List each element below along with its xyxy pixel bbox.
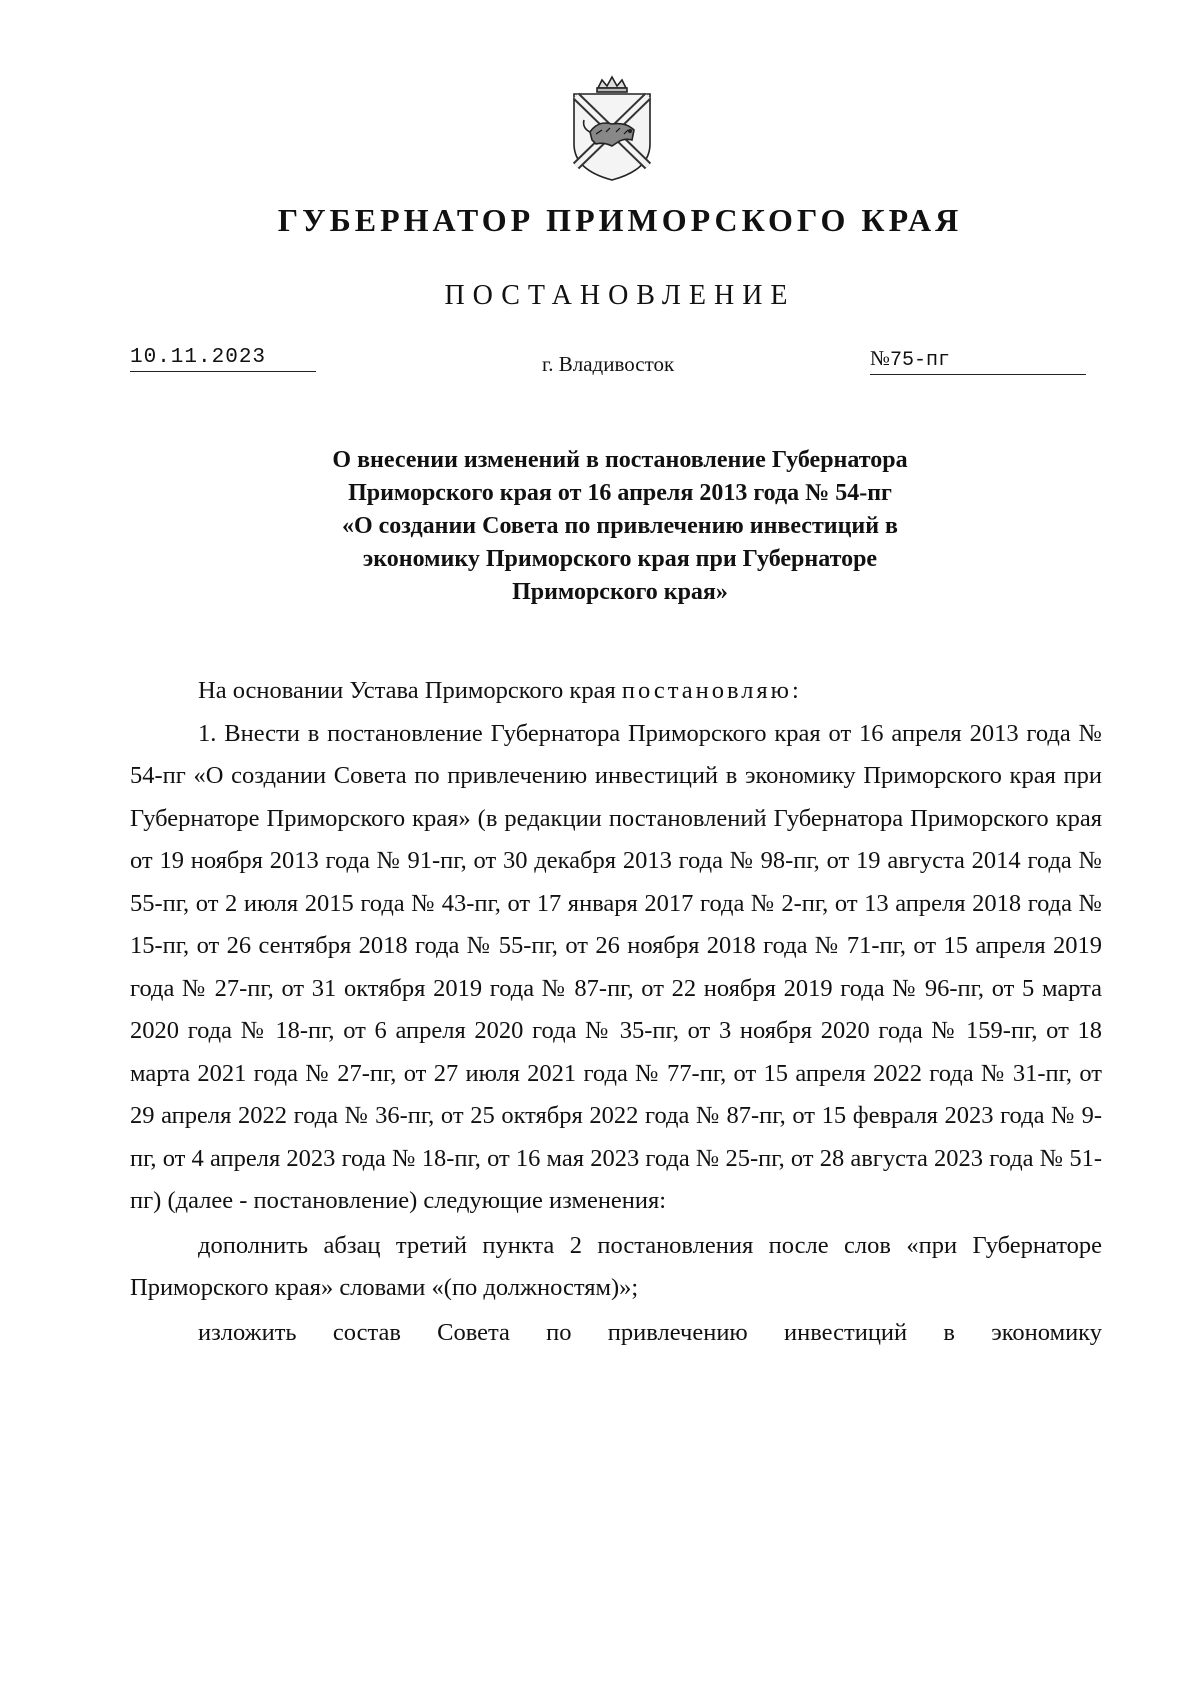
document-type: ПОСТАНОВЛЕНИЕ — [444, 280, 796, 311]
amendment-paragraph-1: дополнить абзац третий пункта 2 постановления после слов «при Губернаторе Приморского края» словами «(по должностям)»; — [130, 1231, 1102, 1301]
item-1-paragraph: 1. Внести в постановление Губернатора Приморского края от 16 апреля 2013 года № 54-пг «О создании Совета по привлечению инвестиций в экономику Приморского края при Губернаторе Приморского края» (в редакции постановлений Губернатора Приморского края от 19 ноября 2013 года № 91-пг, от 30 декабря 2013 года № 98-пг, от 19 августа 2014 года № 55-пг, от 2 июля 2015 года № 43-пг, от 17 января 2017 года № 2-пг, от 13 апреля 2018 года № 15-пг, от 26 сентября 2018 года № 55-пг, от 26 ноября 2018 года № 71-пг, от 15 апреля 2019 года № 27-пг, от 31 октября 2019 года № 87-пг, от 22 ноября 2019 года № 96-пг, от 5 марта 2020 года № 18-пг, от 6 апреля 2020 года № 35-пг, от 3 ноября 2020 года № 159-пг, от 18 марта 2021 года № 27-пг, от 27 июля 2021 года № 77-пг, от 15 апреля 2022 года № 31-пг, от 29 апреля 2022 года № 36-пг, от 25 октября 2022 года № 87-пг, от 15 февраля 2023 года № 9-пг, от 4 апреля 2023 года № 18-пг, от 16 мая 2023 года № 25-пг, от 28 августа 2023 года № 51-пг) (далее - постановление) следующие изменения: — [130, 719, 1102, 1214]
document-number — [870, 346, 1086, 375]
document-city: г. Владивосток — [542, 352, 675, 376]
title-line-3: «О создании Совета по привлечению инвестиций в — [341, 513, 899, 539]
document-body — [130, 670, 1102, 1354]
title-line-4: экономику Приморского края при Губернаторе — [362, 546, 878, 572]
coat-of-arms-emblem — [568, 74, 656, 184]
intro-paragraph — [130, 670, 1102, 713]
document-date: 10.11.2023 — [130, 346, 316, 372]
document-number-prefix: № — [870, 346, 891, 370]
title-line-1: О внесении изменений в постановление Губернатора — [332, 447, 908, 473]
title-line-2: Приморского края от 16 апреля 2013 года № 54-пг — [348, 480, 892, 506]
intro-text: На основании Устава Приморского края — [198, 677, 622, 704]
issuing-authority: ГУБЕРНАТОР ПРИМОРСКОГО КРАЯ — [277, 202, 963, 238]
document-number-value: 75-пг — [890, 349, 951, 372]
intro-decree-word: постановляю — [621, 677, 792, 704]
intro-colon: : — [792, 677, 799, 704]
amendment-paragraph-2: изложить состав Совета по привлечению инвестиций в экономику — [198, 1318, 1102, 1346]
document-meta-row — [0, 346, 1200, 386]
document-title — [230, 444, 1010, 609]
title-line-5: Приморского края» — [512, 579, 728, 605]
